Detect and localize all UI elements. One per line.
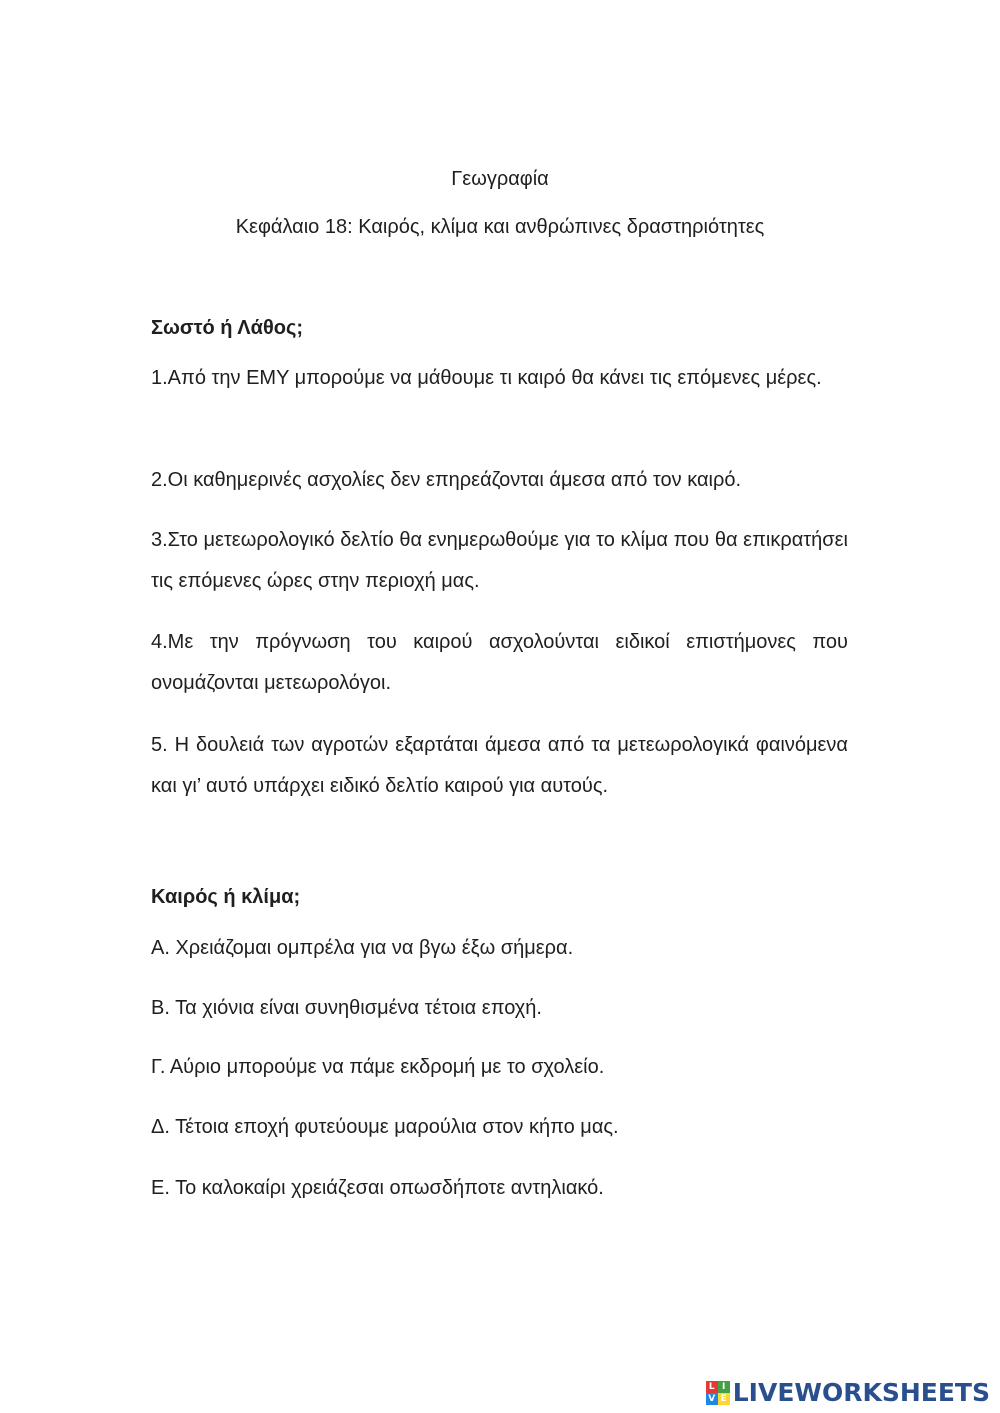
weather-climate-item-a: Α. Χρειάζομαι ομπρέλα για να βγω έξω σήμερα. bbox=[151, 937, 574, 959]
liveworksheets-logo-icon bbox=[706, 1381, 730, 1405]
true-false-item-5: 5. Η δουλειά των αγροτών εξαρτάται άμεσα από τα μετεωρολογικά φαινόμενα και γι’ αυτό υπάρχει ειδικό δελτίο καιρού για αυτούς. bbox=[151, 734, 848, 797]
logo-letter-v: V bbox=[706, 1393, 718, 1405]
weather-climate-item-e: Ε. Το καλοκαίρι χρειάζεσαι οπωσδήποτε αντηλιακό. bbox=[151, 1177, 604, 1199]
weather-climate-item-d: Δ. Τέτοια εποχή φυτεύουμε μαρούλια στον κήπο μας. bbox=[151, 1116, 619, 1138]
document-title: Γεωγραφία bbox=[451, 168, 549, 190]
weather-climate-heading: Καιρός ή κλίμα; bbox=[151, 886, 301, 908]
weather-climate-item-b: Β. Τα χιόνια είναι συνηθισμένα τέτοια εποχή. bbox=[151, 997, 542, 1019]
logo-letter-e: E bbox=[718, 1393, 730, 1405]
liveworksheets-brand bbox=[706, 1378, 990, 1407]
true-false-item-4: 4.Με την πρόγνωση του καιρού ασχολούνται ειδικοί επιστήμονες που ονομάζονται μετεωρολόγοι. bbox=[151, 631, 848, 694]
true-false-heading: Σωστό ή Λάθος; bbox=[151, 317, 304, 339]
chapter-title: Κεφάλαιο 18: Καιρός, κλίμα και ανθρώπινες δραστηριότητες bbox=[235, 216, 765, 238]
true-false-item-1: 1.Από την ΕΜΥ μπορούμε να μάθουμε τι καιρό θα κάνει τις επόμενες μέρες. bbox=[151, 367, 822, 389]
liveworksheets-wordmark: LIVEWORKSHEETS bbox=[732, 1378, 990, 1407]
weather-climate-item-c: Γ. Αύριο μπορούμε να πάμε εκδρομή με το σχολείο. bbox=[151, 1056, 605, 1078]
true-false-item-3: 3.Στο μετεωρολογικό δελτίο θα ενημερωθούμε για το κλίμα που θα επικρατήσει τις επόμενες ώρες στην περιοχή μας. bbox=[151, 529, 848, 592]
logo-letter-l: L bbox=[706, 1381, 718, 1393]
logo-letter-i: I bbox=[718, 1381, 730, 1393]
true-false-item-2: 2.Οι καθημερινές ασχολίες δεν επηρεάζονται άμεσα από τον καιρό. bbox=[151, 469, 742, 491]
